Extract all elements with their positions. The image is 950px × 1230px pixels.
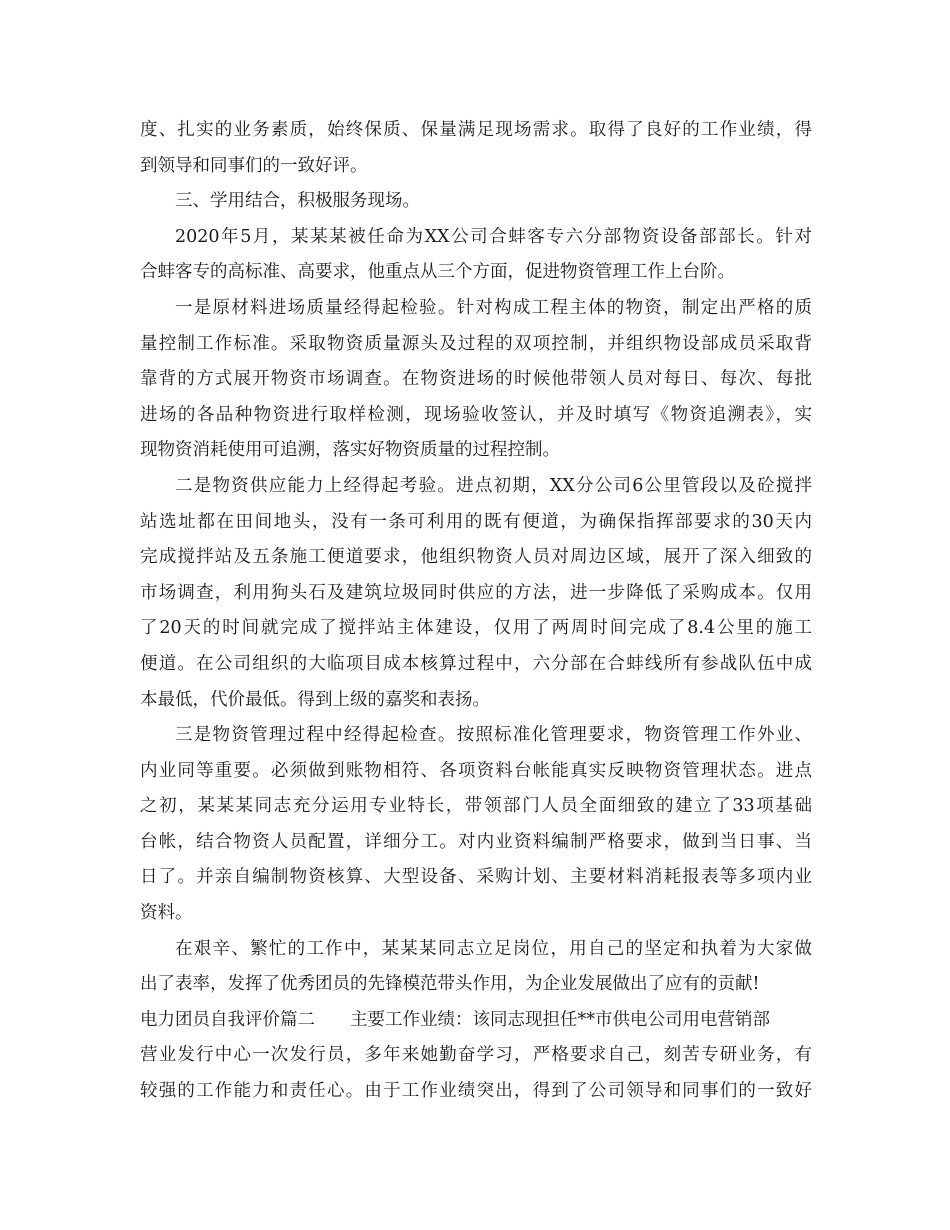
body-line: 之初，某某某同志充分运用专业特长，带领部门人员全面细致的建立了33项基础 <box>140 796 812 817</box>
body-line: 三是物资管理过程中经得起检查。按照标准化管理要求，物资管理工作外业、 <box>175 725 812 746</box>
body-line: 到领导和同事们的一致好评。 <box>140 155 368 176</box>
body-line: 较强的工作能力和责任心。由于工作业绩突出，得到了公司领导和同事们的一致好 <box>140 1081 812 1102</box>
body-line: 在艰辛、繁忙的工作中，某某某同志立足岗位，用自己的坚定和执着为大家做 <box>175 938 812 959</box>
body-line: 本最低，代价最低。得到上级的嘉奖和表扬。 <box>140 689 490 710</box>
body-line: 完成搅拌站及五条施工便道要求，他组织物资人员对周边区域，展开了深入细致的 <box>140 547 812 568</box>
body-line: 一是原材料进场质量经得起检验。针对构成工程主体的物资，制定出严格的质 <box>175 297 812 318</box>
body-line: 度、扎实的业务素质，始终保质、保量满足现场需求。取得了良好的工作业绩，得 <box>140 120 812 140</box>
body-line: 便道。在公司组织的大临项目成本核算过程中，六分部在合蚌线所有参战队伍中成 <box>140 653 812 674</box>
body-line: 进场的各品种物资进行取样检测，现场验收签认，并及时填写《物资追溯表》，实 <box>140 404 812 425</box>
section-heading: 三、学用结合，积极服务现场。 <box>175 191 420 212</box>
body-line: 出了表率，发挥了优秀团员的先锋模范带头作用，为企业发展做出了应有的贡献! <box>140 974 760 995</box>
body-line: 靠背的方式展开物资市场调查。在物资进场的时候他带领人员对每日、每次、每批 <box>140 369 812 390</box>
body-line: 现物资消耗使用可追溯，落实好物资质量的过程控制。 <box>140 440 560 461</box>
body-line: 资料。 <box>140 903 193 924</box>
body-line: 量控制工作标准。采取物资质量源头及过程的双项控制，并组织物设部成员采取背 <box>140 333 812 354</box>
body-line: 二是物资供应能力上经得起考验。进点初期，XX分公司6公里管段以及砼搅拌 <box>175 475 812 496</box>
document-body <box>140 113 812 1110</box>
body-line: 日了。并亲自编制物资核算、大型设备、采购计划、主要材料消耗报表等多项内业 <box>140 867 812 888</box>
body-line: 台帐，结合物资人员配置，详细分工。对内业资料编制严格要求，做到当日事、当 <box>140 831 812 852</box>
body-line: 电力团员自我评价篇二 主要工作业绩：该同志现担任**市供电公司用电营销部 <box>140 1009 770 1030</box>
body-line: 内业同等重要。必须做到账物相符、各项资料台帐能真实反映物资管理状态。进点 <box>140 760 812 781</box>
body-line: 合蚌客专的高标准、高要求，他重点从三个方面，促进物资管理工作上台阶。 <box>140 262 735 283</box>
body-line: 市场调查，利用狗头石及建筑垃圾同时供应的方法，进一步降低了采购成本。仅用 <box>140 582 812 603</box>
body-line: 2020年5月，某某某被任命为XX公司合蚌客专六分部物资设备部部长。针对 <box>175 226 812 247</box>
body-line: 了20天的时间就完成了搅拌站主体建设，仅用了两周时间完成了8.4公里的施工 <box>140 618 812 639</box>
body-line: 站选址都在田间地头，没有一条可利用的既有便道，为确保指挥部要求的30天内 <box>140 511 812 532</box>
body-line: 营业发行中心一次发行员，多年来她勤奋学习，严格要求自己，刻苦专研业务，有 <box>140 1045 812 1066</box>
